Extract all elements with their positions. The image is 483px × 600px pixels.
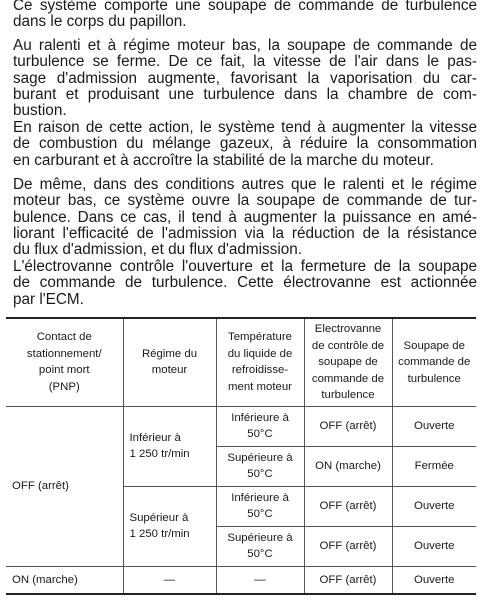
- header-line: (PNP): [48, 380, 80, 393]
- text-line: en carburant et à accroître la stabilité de la marche du moteur.: [13, 151, 434, 169]
- table-row: [6, 406, 476, 446]
- text-line: Ce système comporte une soupape de commande de turbulence: [13, 0, 477, 14]
- cell-line: 1 250 tr/min: [129, 528, 190, 540]
- cell-regime-low: [123, 406, 216, 486]
- cell-temp-low: [216, 486, 304, 526]
- cell-pnp-on: ON (marche): [6, 566, 123, 594]
- header-line: commande de: [398, 356, 471, 368]
- paragraph-1: [13, 0, 477, 31]
- table-header-row: [6, 318, 476, 406]
- text-line: En raison de cette action, le système tend à augmenter la vitesse: [13, 119, 477, 136]
- paragraph-2: [13, 38, 477, 120]
- header-line: moteur: [151, 364, 188, 377]
- cell-electrovanne: ON (marche): [304, 446, 392, 486]
- paragraph-3: [13, 120, 477, 169]
- text-line: De même, dans des conditions autres que le ralenti et le régime: [13, 176, 477, 193]
- header-pnp: [6, 318, 123, 406]
- paragraph-4: [13, 177, 477, 259]
- cell-regime-high: [123, 486, 216, 566]
- header-line: commande de: [311, 372, 385, 385]
- header-line: refroidisse-: [231, 364, 289, 377]
- cell-line: 50°C: [247, 548, 273, 560]
- cell-line: Supérieure à: [227, 531, 293, 544]
- cell-temp-high: [216, 526, 304, 566]
- header-line: turbulence: [321, 389, 375, 401]
- header-line: stationnement/: [26, 347, 102, 360]
- cell-soupape: Ouverte: [392, 526, 476, 566]
- cell-line: Supérieur à: [129, 511, 189, 524]
- cell-soupape: Ouverte: [392, 486, 476, 526]
- cell-soupape: Fermée: [392, 446, 476, 486]
- cell-electrovanne: OFF (arrêt): [304, 406, 392, 446]
- text-line: de commande de turbulence. Cette électrovanne est actionnée: [13, 274, 477, 292]
- cell-temp-low: [216, 406, 304, 446]
- text-line: dans le corps du papillon.: [13, 13, 187, 31]
- header-line: de contrôle de: [311, 339, 385, 352]
- header-line: Soupape de: [403, 339, 465, 352]
- cell-line: Inférieur à: [129, 431, 181, 444]
- cell-line: Inférieure à: [231, 411, 289, 424]
- text-line: par l'ECM.: [13, 290, 84, 308]
- cell-soupape: Ouverte: [392, 566, 476, 594]
- cell-line: Supérieure à: [227, 451, 293, 464]
- header-line: soupape de: [318, 356, 378, 368]
- header-line: turbulence: [407, 372, 461, 385]
- header-line: point mort: [38, 364, 90, 377]
- cell-dash: —: [123, 566, 216, 594]
- cell-line: Inférieure à: [231, 491, 289, 504]
- text-line: Au ralenti et à régime moteur bas, la soupape de commande de: [13, 37, 477, 54]
- text-line: du flux d'admission, et du flux d'admission.: [13, 241, 302, 259]
- text-line: bustion.: [13, 102, 67, 120]
- header-electrovanne: [304, 318, 392, 406]
- header-line: Contact de: [36, 331, 92, 344]
- cell-line: 50°C: [247, 468, 273, 480]
- text-line: bulence. Dans ce cas, il tend à augmenter la puissance en amé-: [13, 208, 477, 226]
- text-line: L'électrovanne contrôle l'ouverture et la fermeture de la soupape: [13, 258, 477, 275]
- header-line: Régime du: [141, 347, 198, 360]
- cell-temp-high: [216, 446, 304, 486]
- header-line: Electrovanne: [314, 323, 382, 335]
- text-line: de combustion du mélange gazeux, à réduire la consommation: [13, 135, 477, 153]
- table-row: [6, 566, 476, 594]
- cell-line: 50°C: [247, 428, 273, 440]
- header-temperature: [216, 318, 304, 406]
- header-line: Température: [228, 331, 292, 344]
- header-regime: [123, 318, 216, 406]
- cell-electrovanne: OFF (arrêt): [304, 526, 392, 566]
- text-line: turbulence se ferme. De ce fait, la vitesse de l'air dans le pas-: [13, 53, 477, 71]
- text-line: burant et produisant une turbulence dans la chambre de com-: [13, 86, 477, 104]
- paragraph-5: [13, 259, 477, 308]
- header-soupape: [392, 318, 476, 406]
- text-line: sage d'admission augmente, favorisant la vaporisation du car-: [13, 69, 477, 87]
- cell-electrovanne: OFF (arrêt): [304, 566, 392, 594]
- swirl-control-table: [6, 317, 476, 595]
- cell-line: 1 250 tr/min: [129, 448, 190, 460]
- cell-soupape: Ouverte: [392, 406, 476, 446]
- cell-dash: —: [216, 566, 304, 594]
- header-line: ment moteur: [228, 380, 292, 393]
- cell-pnp-off: OFF (arrêt): [6, 406, 123, 566]
- text-line: moteur bas, ce système ouvre la soupape de commande de tur-: [13, 192, 477, 210]
- cell-electrovanne: OFF (arrêt): [304, 486, 392, 526]
- cell-line: 50°C: [247, 508, 273, 520]
- text-line: liorant l'efficacité de l'admission via la réduction de la résistance: [13, 225, 477, 243]
- header-line: du liquide de: [227, 347, 293, 360]
